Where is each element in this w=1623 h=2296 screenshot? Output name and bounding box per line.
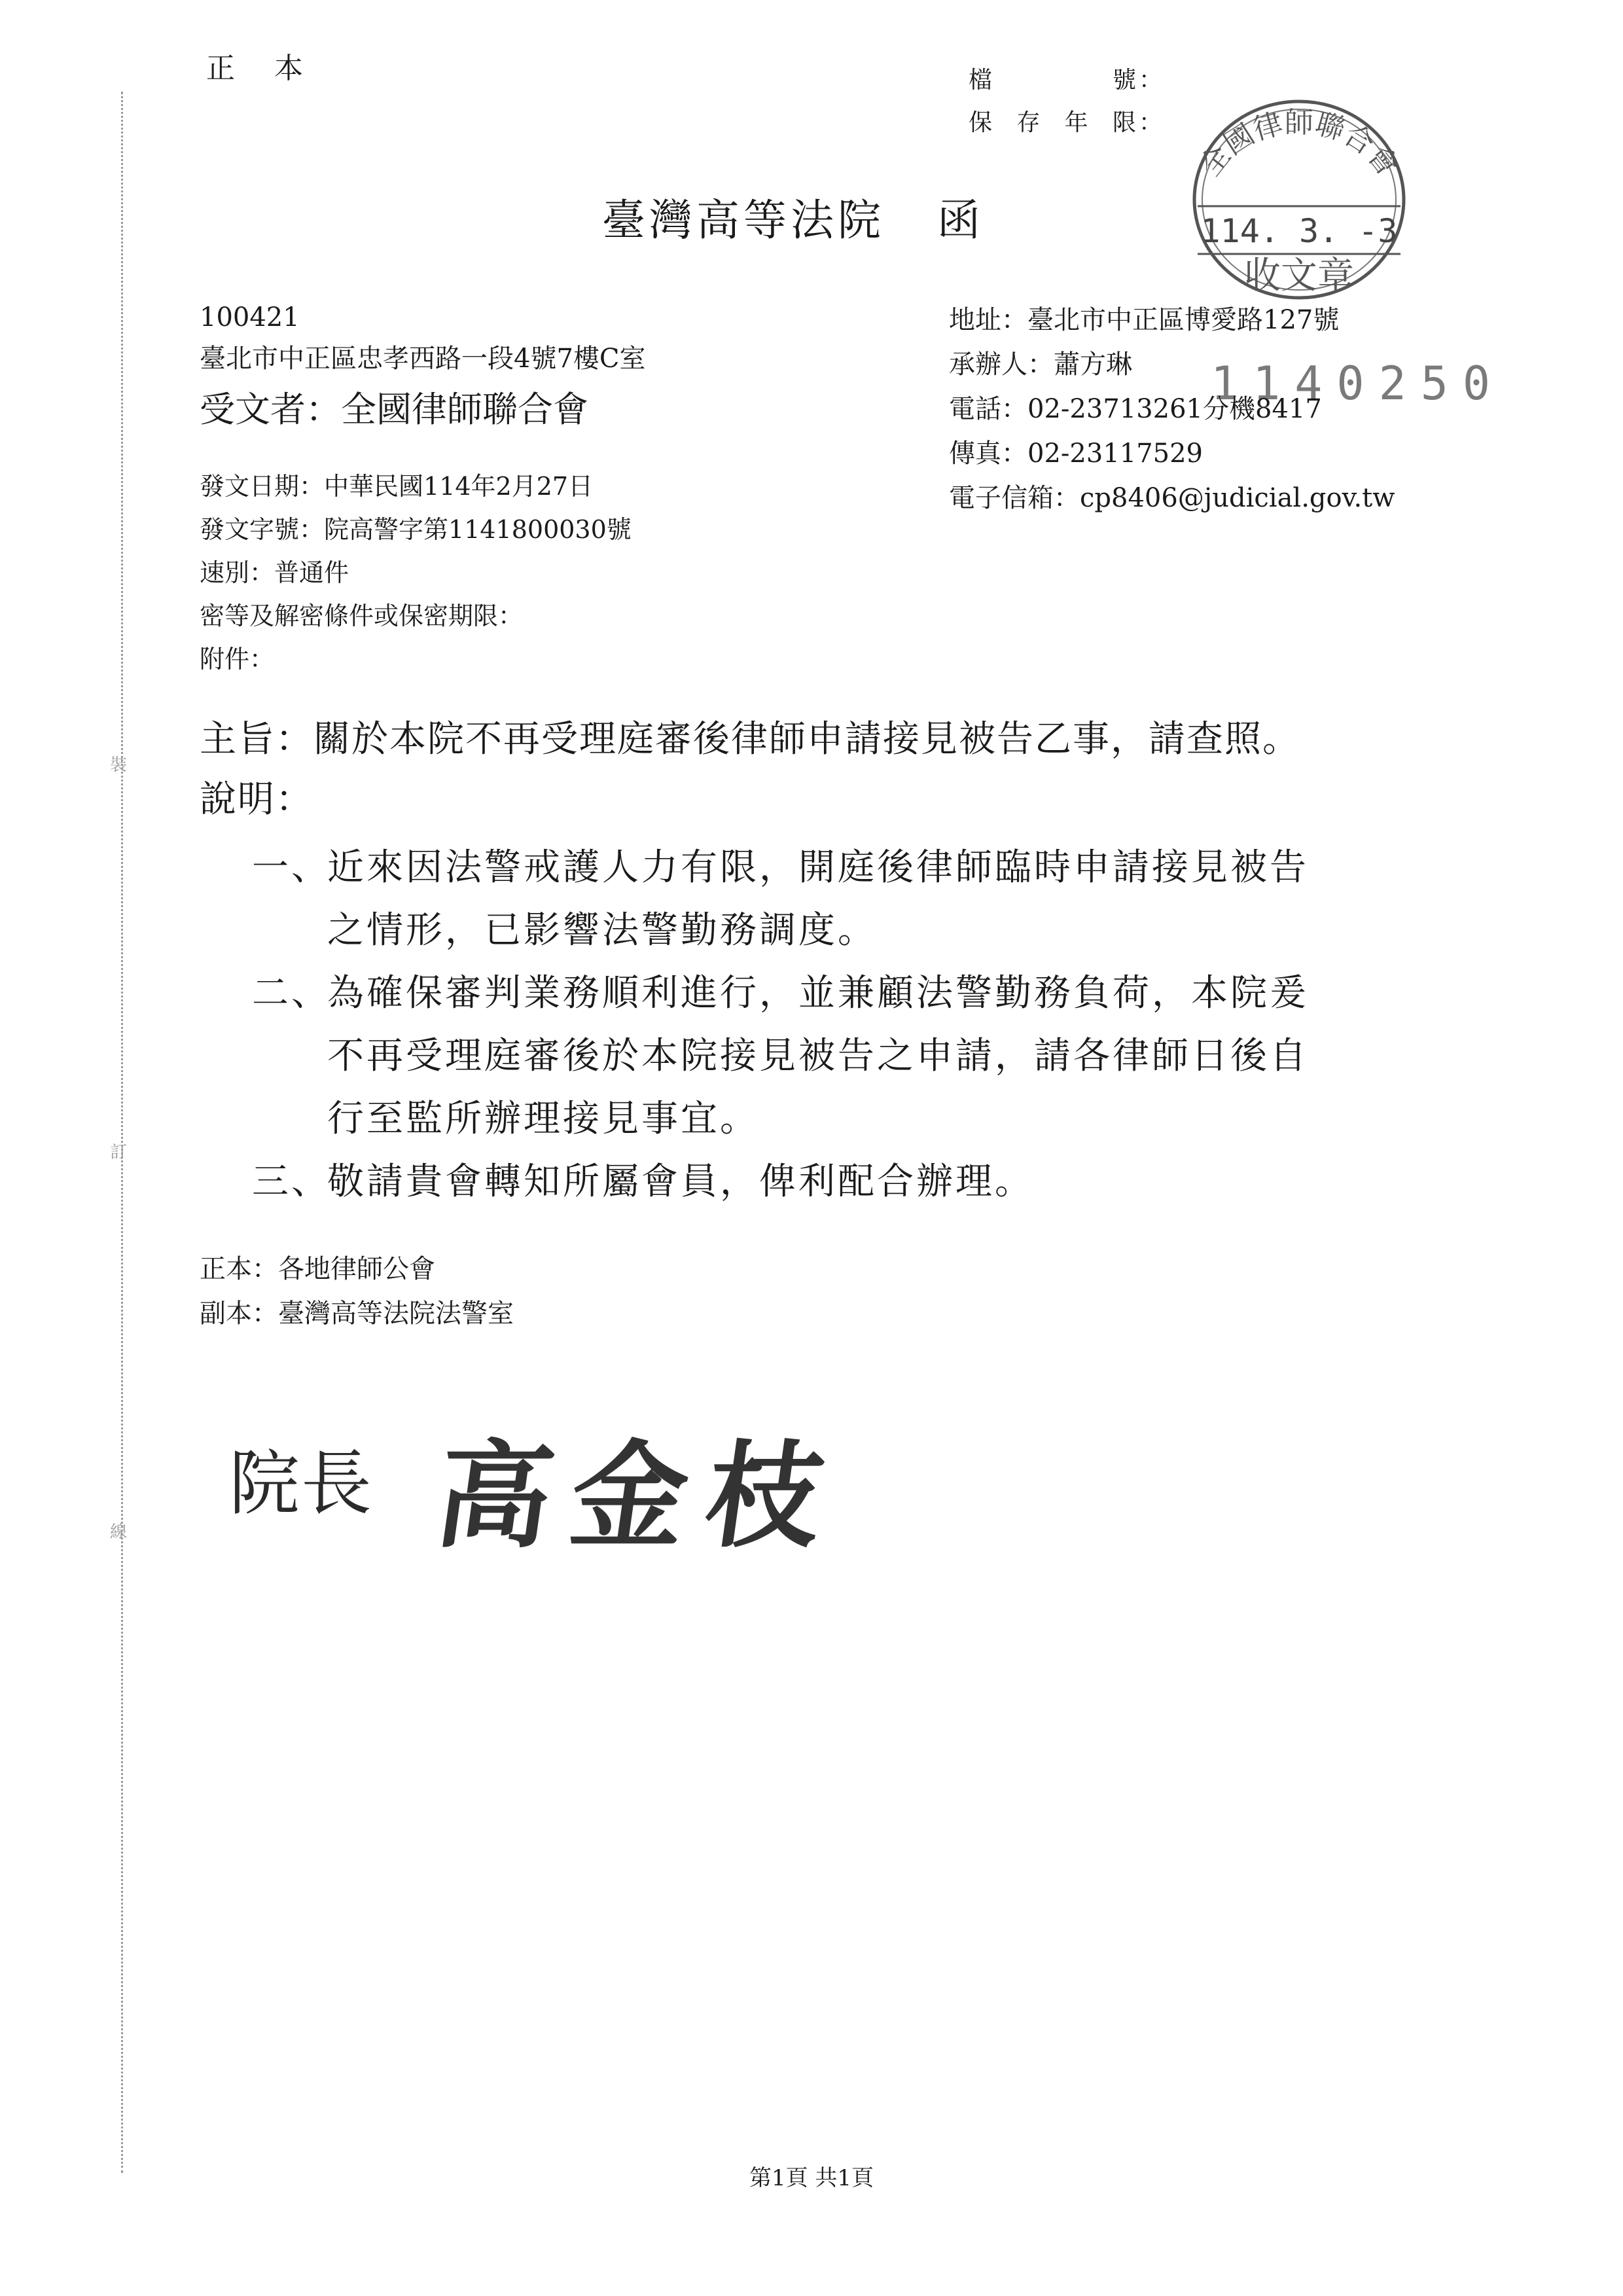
item-number: 二、 <box>252 972 330 1014</box>
item-text-line: 不再受理庭審後於本院接見被告之申請，請各律師日後自 <box>327 1035 1309 1077</box>
original-recipients-label: 正本： <box>200 1254 278 1284</box>
item-text-line: 行至監所辦理接見事宜。 <box>327 1098 759 1140</box>
sender-email: cp8406@judicial.gov.tw <box>1080 483 1395 513</box>
binding-mark: 裝 <box>110 755 128 775</box>
sender-phone: 02-23713261分機8417 <box>1027 394 1322 424</box>
item-number: 一、 <box>252 846 330 889</box>
sender-address-row <box>949 298 1395 342</box>
distribution-list <box>200 1247 514 1336</box>
document-title <box>602 185 984 247</box>
document-type: 函 <box>937 195 984 245</box>
description-item <box>252 836 1309 962</box>
subject-text: 關於本院不再受理庭審後律師申請接見被告乙事，請查照。 <box>313 718 1300 761</box>
attachments-row <box>200 637 632 681</box>
document-meta <box>200 465 632 681</box>
stamp-org-text: 全國律師聯合會 <box>1193 105 1405 183</box>
binding-mark: 訂 <box>110 1143 128 1162</box>
reference-number-row <box>200 508 632 551</box>
receipt-serial: 1140250 <box>1211 357 1505 410</box>
file-number-label: 檔號 <box>969 67 1139 94</box>
sender-handler-row <box>949 342 1395 387</box>
copy-label: 正本 <box>206 52 342 85</box>
reference-number: 院高警字第1141800030號 <box>324 515 632 544</box>
sender-address: 臺北市中正區博愛路127號 <box>1027 305 1340 335</box>
description-item <box>252 1151 1034 1213</box>
page-number: 第1頁 共1頁 <box>749 2165 874 2191</box>
original-recipients: 各地律師公會 <box>278 1254 435 1284</box>
description-label: 說明： <box>200 778 313 821</box>
file-meta <box>969 59 1162 144</box>
copy-recipients-label: 副本： <box>200 1299 278 1329</box>
sender-email-label: 電子信箱： <box>949 483 1080 513</box>
item-text-line: 之情形，已影響法警勤務調度。 <box>327 909 877 952</box>
sender-address-label: 地址： <box>949 305 1027 335</box>
signatory-title: 院長 <box>229 1443 374 1525</box>
retention-label: 保存年限 <box>969 109 1139 136</box>
postal-code: 100421 <box>200 302 300 332</box>
copy-recipients-row <box>200 1291 514 1336</box>
sender-handler: 蕭方琳 <box>1054 350 1132 380</box>
signatory-name: 高金枝 <box>427 1428 851 1564</box>
binding-line <box>121 92 123 2173</box>
sender-handler-label: 承辦人： <box>949 350 1054 380</box>
sender-fax-row <box>949 431 1395 476</box>
binding-mark: 線 <box>110 1522 128 1542</box>
court-name: 臺灣高等法院 <box>602 195 885 245</box>
recipient-name: 全國律師聯合會 <box>341 389 588 430</box>
original-recipients-row <box>200 1247 514 1291</box>
secrecy-label: 密等及解密條件或保密期限： <box>200 601 524 630</box>
speed-value: 普通件 <box>274 558 349 587</box>
item-text-line: 為確保審判業務順利進行，並兼顧法警勤務負荷，本院爰 <box>327 972 1309 1014</box>
sender-phone-label: 電話： <box>949 394 1027 424</box>
file-number-row: 檔號 ： <box>969 59 1162 101</box>
subject-label: 主旨： <box>200 718 313 761</box>
description-item <box>252 962 1309 1151</box>
copy-recipients: 臺灣高等法院法警室 <box>278 1299 514 1329</box>
secrecy-row <box>200 594 632 637</box>
item-text-line: 近來因法警戒護人力有限，開庭後律師臨時申請接見被告 <box>327 846 1309 889</box>
sender-phone-row <box>949 387 1395 431</box>
issue-date-row <box>200 465 632 508</box>
recipient-block <box>200 298 646 439</box>
recipient-address: 臺北市中正區忠孝西路一段4號7樓C室 <box>200 344 646 374</box>
stamp-date: 114. 3. -3 <box>1200 212 1398 250</box>
sender-block <box>949 298 1395 520</box>
item-text-line: 敬請貴會轉知所屬會員，俾利配合辦理。 <box>327 1160 1034 1203</box>
item-number: 三、 <box>252 1160 330 1203</box>
sender-email-row <box>949 476 1395 520</box>
sender-fax: 02-23117529 <box>1027 439 1204 469</box>
issue-date-label: 發文日期： <box>200 472 325 501</box>
reference-number-label: 發文字號： <box>200 515 325 544</box>
speed-label: 速別： <box>200 558 275 587</box>
attachments-label: 附件： <box>200 645 275 673</box>
retention-row: 保存年限 ： <box>969 101 1162 144</box>
stamp-mark: 收文章 <box>1244 255 1354 297</box>
receipt-stamp <box>1165 92 1433 308</box>
subject-line <box>200 713 1300 766</box>
speed-row <box>200 551 632 594</box>
sender-fax-label: 傳真： <box>949 439 1027 469</box>
issue-date: 中華民國114年2月27日 <box>324 472 594 501</box>
recipient-label: 受文者： <box>200 389 341 430</box>
recipient-line <box>200 380 646 439</box>
